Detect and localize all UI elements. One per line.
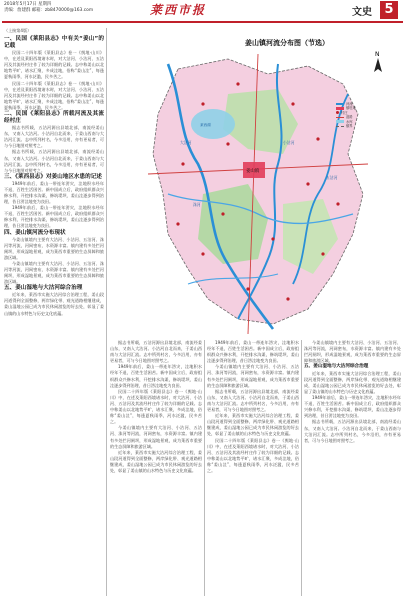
map-legend (336, 102, 392, 128)
page-header (0, 0, 405, 22)
section-5-body: 近年来，莱西市实施大沽河综合治理工程，姜山段河道得到全面整修，两岸绿化带、观光道路相继建成，姜山湿地公园已成为市民休闲游览的好去处，彰显了姜山镇的山水特色与历史文化底蕴。 (4, 292, 104, 316)
col3-para-1: 1949年前后，姜山一带连年涝灾，洼地积水经年不退，百姓生活困苦。新中国成立后，政府组织群众兴修水利，开挖排水沟渠，修筑堤坝，姜山洼逐步得到治理，昔日涝洼地变为良田。 (207, 340, 299, 364)
place-label-xiaogu: 小沽河 (283, 140, 295, 145)
column-separator (301, 340, 302, 596)
section-3-body: 1949年前后，姜山一带连年涝灾，洼地积水经年不退，百姓生活困苦。新中国成立后，政府组织群众兴修水利，开挖排水沟渠，修筑堤坝，姜山洼逐步得到治理，昔日涝洼地变为良田。 (4, 180, 104, 205)
col4-para-1: 今姜山镇境内主要有大沽河、小沽河、五沽河、洙河等河流，河网密布，水资源丰富。镇内建有多处拦河闸坝，形成湿地景观，成为莱西市重要的生态屏障和旅游区域。 (304, 340, 401, 364)
col4-para-2: 近年来，莱西市实施大沽河综合治理工程，姜山段河道得到全面整修，两岸绿化带、观光道路相继建成，姜山湿地公园已成为市民休闲游览的好去处，彰显了姜山镇的山水特色与历史文化底蕴。 (304, 370, 401, 394)
legend-item: 水库 (336, 120, 392, 124)
section-1-body-cont: 民国二十四年版《莱阳县志》卷一《舆地·山川》中，在述及莱阳西境诸水时，对大沽河、小沽河、五沽河及其流经村庄作了较为详细的记载。志中称姜山以北地势平旷，诸水汇聚，多成洼地，俗称“姜山洼”，每逢夏秋雨季，河水泛滥，民多苦之。 (4, 80, 104, 110)
legend-item: 村庄 (336, 111, 392, 115)
col4-subhead: 五、姜山湿地与大沽河综合治理 (304, 364, 369, 370)
legend-item: 河流 (336, 102, 392, 106)
newspaper-masthead: 莱西市报 (150, 3, 207, 17)
map-graphic (108, 44, 405, 335)
col2-para-5: 近年来，莱西市实施大沽河综合治理工程，姜山段河道得到全面整修，两岸绿化带、观光道路相继建成，姜山湿地公园已成为市民休闲游览的好去处，彰显了姜山镇的山水特色与历史文化底蕴。 (110, 449, 202, 473)
col2-para-2: 1949年前后，姜山一带连年涝灾，洼地积水经年不退，百姓生活困苦。新中国成立后，政府组织群众兴修水利，开挖排水沟渠，修筑堤坝，姜山洼逐步得到治理，昔日涝洼地变为良田。 (110, 364, 202, 388)
section-4-body: 今姜山镇境内主要有大沽河、小沽河、五沽河、洙河等河流，河网密布，水资源丰富。镇内建有多处拦河闸坝，形成湿地景观，成为莱西市重要的生态屏障和旅游区域。 (4, 236, 104, 260)
article-column-3 (207, 340, 299, 596)
place-label-wugu: 五沽河 (326, 175, 338, 180)
section-1-body: 民国二十四年版《莱阳县志》卷一《舆地·山川》中，在述及莱阳西境诸水时，对大沽河、小沽河、五沽河及其流经村庄作了较为详细的记载。志中称姜山以北地势平旷，诸水汇聚，多成洼地，俗称“姜山洼”，每逢夏秋雨季，河水泛滥，民多苦之。 (4, 50, 104, 80)
header-rule (2, 21, 403, 23)
section-4-body-cont: 今姜山镇境内主要有大沽河、小沽河、五沽河、洙河等河流，河网密布，水资源丰富。镇内建有多处拦河闸坝，形成湿地景观，成为莱西市重要的生态屏障和旅游区域。 (4, 260, 104, 285)
column-separator (106, 28, 107, 596)
section-2-title: 二、民国《莱阳县志》所载河流及其流经村庄 (4, 111, 104, 125)
section-2-body-cont: 据志书所载，五沽河源出县境北部，南流经姜山东，又南入大沽河。小沽河自北而来，于姜山西南与大沽河汇流。志中所列村名，今多沿用，亦有更易者，可与今日地图对照考之。 (4, 149, 104, 173)
col3-para-2: 今姜山镇境内主要有大沽河、小沽河、五沽河、洙河等河流，河网密布，水资源丰富。镇内建有多处拦河闸坝，形成湿地景观，成为莱西市重要的生态屏障和旅游区域。 (207, 364, 299, 388)
article-column-4 (304, 340, 401, 596)
section-3-body-cont: 1949年前后，姜山一带连年涝灾，洼地积水经年不退，百姓生活困苦。新中国成立后，政府组织群众兴修水利，开挖排水沟渠，修筑堤坝，姜山洼逐步得到治理，昔日涝洼地变为良田。 (4, 205, 104, 229)
reservoir (191, 109, 235, 139)
place-label-lake: 莱西湖 (200, 123, 211, 127)
editor-line: 责编：詹建群 邮箱：zb8470000@163.com (4, 7, 94, 13)
compass-label: N (375, 51, 380, 58)
section-name: 文史 (352, 7, 372, 18)
legend-item: 道路 (336, 115, 392, 119)
legend-item: 镇界 (336, 124, 392, 128)
river-map (108, 44, 405, 335)
legend-item: 镇驻地 (336, 106, 392, 110)
place-label-dagu: 大沽河 (180, 140, 192, 145)
section-1-title: 一、民国《莱阳县志》中有关“姜山”的记载 (4, 36, 104, 50)
continued-note: （上接第4版） (4, 28, 32, 33)
article-column-2 (110, 340, 202, 596)
map-title: 姜山镇河流分布图（节选） (245, 39, 329, 47)
place-label-town: 姜山镇 (246, 169, 260, 174)
col2-para-4: 今姜山镇境内主要有大沽河、小沽河、五沽河、洙河等河流，河网密布，水资源丰富。镇内建有多处拦河闸坝，形成湿地景观，成为莱西市重要的生态屏障和旅游区域。 (110, 425, 202, 449)
article-column-1 (4, 28, 104, 596)
col3-para-3: 据志书所载，五沽河源出县境北部，南流经姜山东，又南入大沽河。小沽河自北而来，于姜山西南与大沽河汇流。志中所列村名，今多沿用，亦有更易者，可与今日地图对照考之。 (207, 388, 299, 413)
col4-para-4: 据志书所载，五沽河源出县境北部，南流经姜山东，又南入大沽河。小沽河自北而来，于姜山西南与大沽河汇流。志中所列村名，今多沿用，亦有更易者，可与今日地图对照考之。 (304, 419, 401, 443)
section-5-title: 五、姜山湿地与大沽河综合治理 (4, 285, 83, 292)
place-label-zhu: 洙河 (193, 202, 201, 207)
header-meta (4, 2, 93, 13)
col2-para-3: 民国二十四年版《莱阳县志》卷一《舆地·山川》中，在述及莱阳西境诸水时，对大沽河、小沽河、五沽河及其流经村庄作了较为详细的记载。志中称姜山以北地势平旷，诸水汇聚，多成洼地，俗称“姜山洼”，每逢夏秋雨季，河水泛滥，民多苦之。 (110, 388, 202, 425)
col3-para-4: 近年来，莱西市实施大沽河综合治理工程，姜山段河道得到全面整修，两岸绿化带、观光道路相继建成，姜山湿地公园已成为市民休闲游览的好去处，彰显了姜山镇的山水特色与历史文化底蕴。 (207, 413, 299, 437)
column-separator (204, 340, 205, 596)
page-number-badge: 5 (380, 1, 398, 19)
col3-para-5: 民国二十四年版《莱阳县志》卷一《舆地·山川》中，在述及莱阳西境诸水时，对大沽河、小沽河、五沽河及其流经村庄作了较为详细的记载。志中称姜山以北地势平旷，诸水汇聚，多成洼地，俗称“姜山洼”，每逢夏秋雨季，河水泛滥，民多苦之。 (207, 437, 299, 473)
section-2-body: 据志书所载，五沽河源出县境北部，南流经姜山东，又南入大沽河。小沽河自北而来，于姜山西南与大沽河汇流。志中所列村名，今多沿用，亦有更易者，可与今日地图对照考之。 (4, 125, 104, 149)
col2-para-1: 据志书所载，五沽河源出县境北部，南流经姜山东，又南入大沽河。小沽河自北而来，于姜山西南与大沽河汇流。志中所列村名，今多沿用，亦有更易者，可与今日地图对照考之。 (110, 340, 202, 364)
section-3-title: 三、《莱西县志》对姜山地区水患的记述 (4, 173, 102, 180)
issue-date: 2018年5月17日 星期四 (4, 2, 52, 7)
col4-para-3: 1949年前后，姜山一带连年涝灾，洼地积水经年不退，百姓生活困苦。新中国成立后，政府组织群众兴修水利，开挖排水沟渠，修筑堤坝，姜山洼逐步得到治理，昔日涝洼地变为良田。 (304, 395, 401, 419)
section-4-title: 四、姜山镇河流分布现状 (4, 229, 66, 236)
